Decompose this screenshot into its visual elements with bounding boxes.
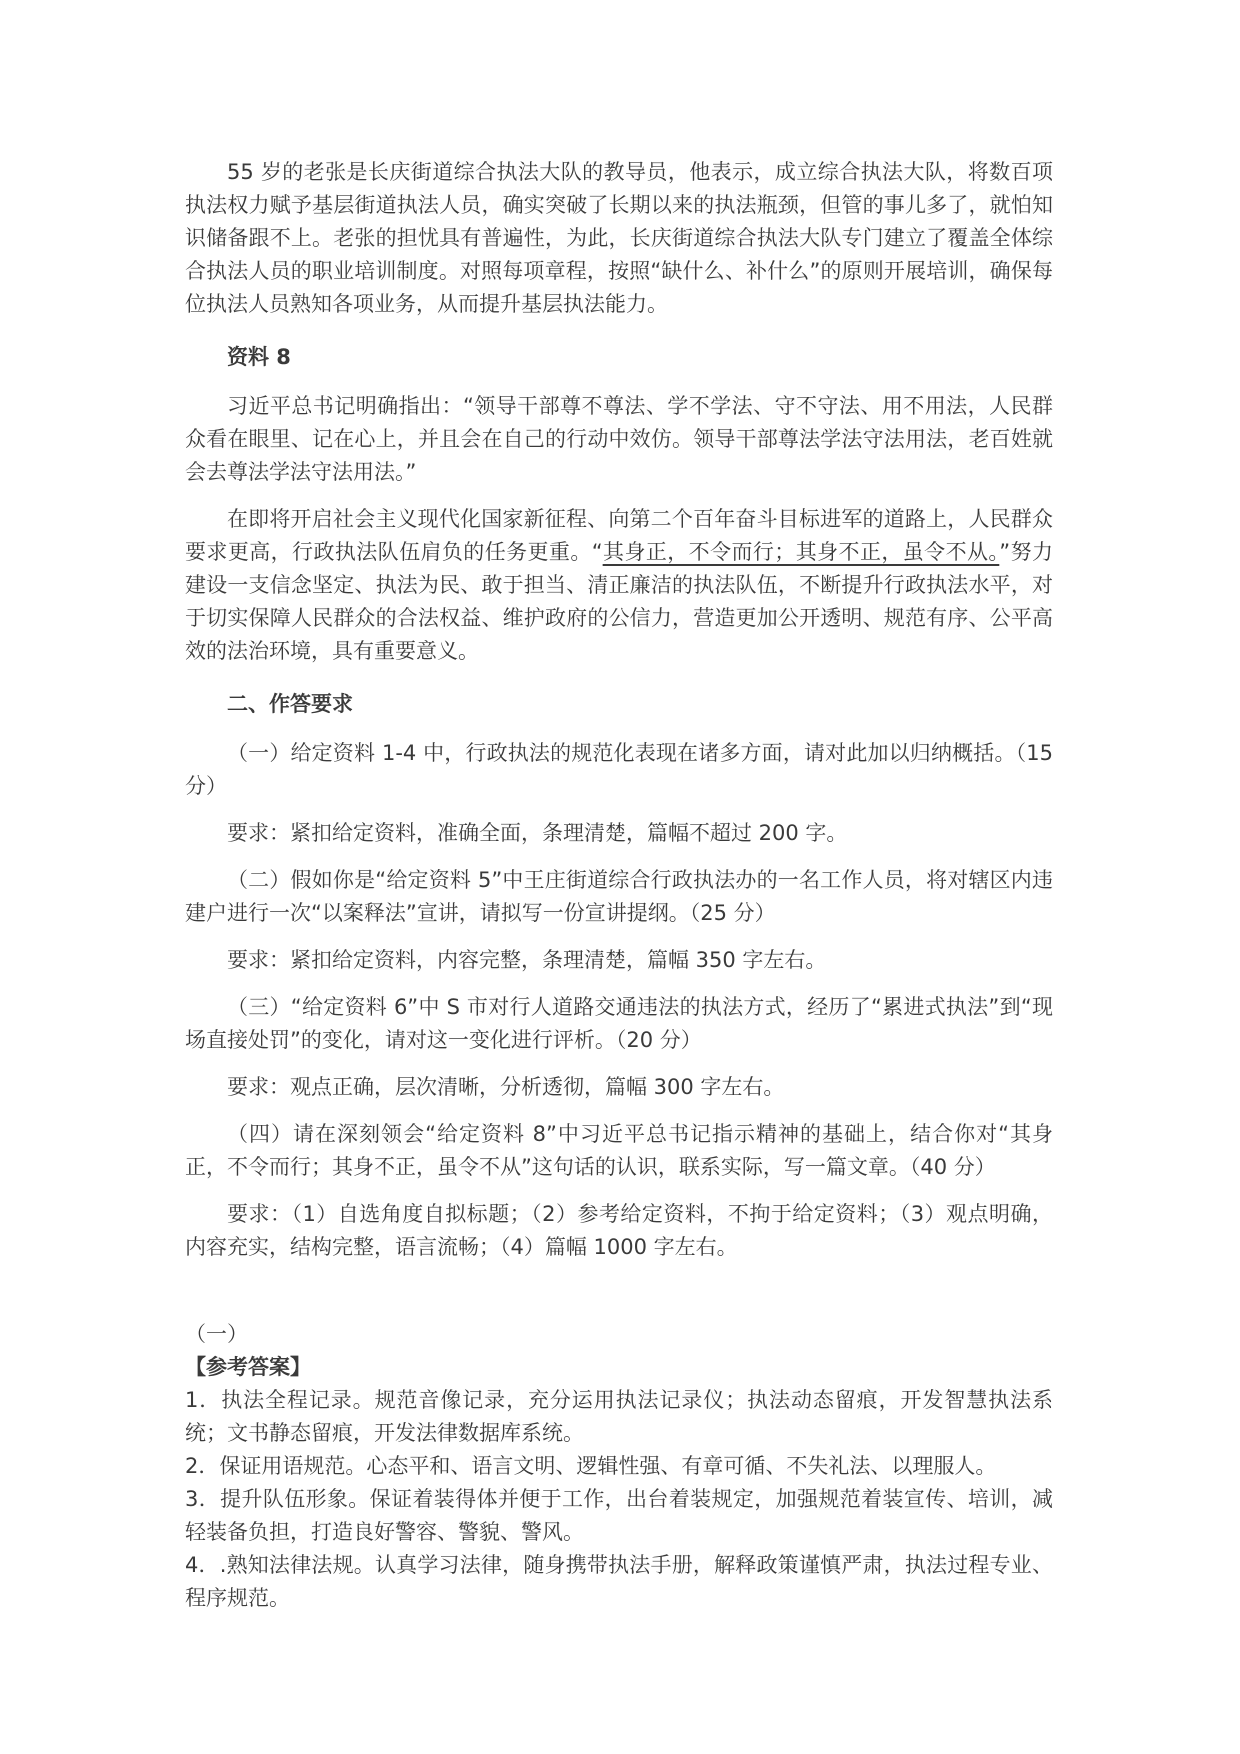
answer-item-3: 3．提升队伍形象。保证着装得体并便于工作，出台着装规定，加强规范着装宣传、培训，减轻装备负担，打造良好警容、警貌、警风。 xyxy=(185,1487,1053,1544)
reference-answer-section xyxy=(185,1318,1053,1615)
answer-requirements-heading: 二、作答要求 xyxy=(227,692,353,716)
material8-p2-tail: ”努力建设一支信念坚定、执法为民、敢于担当、清正廉洁的执法队伍，不断提升行政执法水平，对于切实保障人民群众的合法权益、维护政府的公信力，营造更加公开透明、规范有序、公平高效的法治环境，具有重要意义。 xyxy=(185,540,1053,663)
material8-paragraph-road xyxy=(185,503,1053,668)
underlined-proverb: 其身正，不令而行；其身不正，虽令不从。 xyxy=(602,540,1000,564)
material7-paragraph: 55 岁的老张是长庆街道综合执法大队的教导员，他表示，成立综合执法大队，将数百项执法权力赋予基层街道执法人员，确实突破了长期以来的执法瓶颈，但管的事儿多了，就怕知识储备跟不上。老张的担忧具有普遍性，为此，长庆街道综合执法大队专门建立了覆盖全体综合执法人员的职业培训制度。对照每项章程，按照“缺什么、补什么”的原则开展培训，确保每位执法人员熟知各项业务，从而提升基层执法能力。 xyxy=(185,160,1053,316)
reference-answer-header: 【参考答案】 xyxy=(185,1355,311,1379)
answer-item-4: 4．.熟知法律法规。认真学习法律，随身携带执法手册，解释政策谨慎严肃，执法过程专业、程序规范。 xyxy=(185,1553,1053,1610)
answer-part-label: （一） xyxy=(185,1322,248,1346)
task-1-requirement: 要求：紧扣给定资料，准确全面，条理清楚，篇幅不超过 200 字。 xyxy=(227,821,848,845)
task-4-question: （四）请在深刻领会“给定资料 8”中习近平总书记指示精神的基础上，结合你对“其身正，不令而行；其身不正，虽令不从”这句话的认识，联系实际，写一篇文章。（40 分） xyxy=(185,1122,1053,1179)
task-3-question: （三）“给定资料 6”中 S 市对行人道路交通违法的执法方式，经历了“累进式执法”到“现场直接处罚”的变化，请对这一变化进行评析。（20 分） xyxy=(185,995,1053,1052)
task-2-question: （二）假如你是“给定资料 5”中王庄街道综合行政执法办的一名工作人员，将对辖区内违建户进行一次“以案释法”宣讲，请拟写一份宣讲提纲。（25 分） xyxy=(185,868,1053,925)
material8-paragraph-quote: 习近平总书记明确指出：“领导干部尊不尊法、学不学法、守不守法、用不用法，人民群众看在眼里、记在心上，并且会在自己的行动中效仿。领导干部尊法学法守法用法，老百姓就会去尊法学法守法用法。” xyxy=(185,394,1053,484)
task-4-requirement: 要求：（1）自选角度自拟标题；（2）参考给定资料，不拘于给定资料；（3）观点明确，内容充实，结构完整，语言流畅；（4）篇幅 1000 字左右。 xyxy=(185,1202,1053,1259)
answer-item-1: 1．执法全程记录。规范音像记录，充分运用执法记录仪；执法动态留痕，开发智慧执法系统；文书静态留痕，开发法律数据库系统。 xyxy=(185,1388,1053,1445)
task-2-requirement: 要求：紧扣给定资料，内容完整，条理清楚，篇幅 350 字左右。 xyxy=(227,948,827,972)
material8-p2-lead: 在即将开启社会主义现代化国家新征程、向第二个百年奋斗目标进军的道路上，人民群众要求更高，行政执法队伍肩负的任务更重。“ xyxy=(185,507,1053,564)
task-1-question: （一）给定资料 1-4 中，行政执法的规范化表现在诸多方面，请对此加以归纳概括。（15 分） xyxy=(185,741,1053,798)
answer-item-2: 2．保证用语规范。心态平和、语言文明、逻辑性强、有章可循、不失礼法、以理服人。 xyxy=(185,1454,997,1478)
task-3-requirement: 要求：观点正确，层次清晰，分析透彻，篇幅 300 字左右。 xyxy=(227,1075,785,1099)
material8-heading: 资料 8 xyxy=(227,345,291,369)
